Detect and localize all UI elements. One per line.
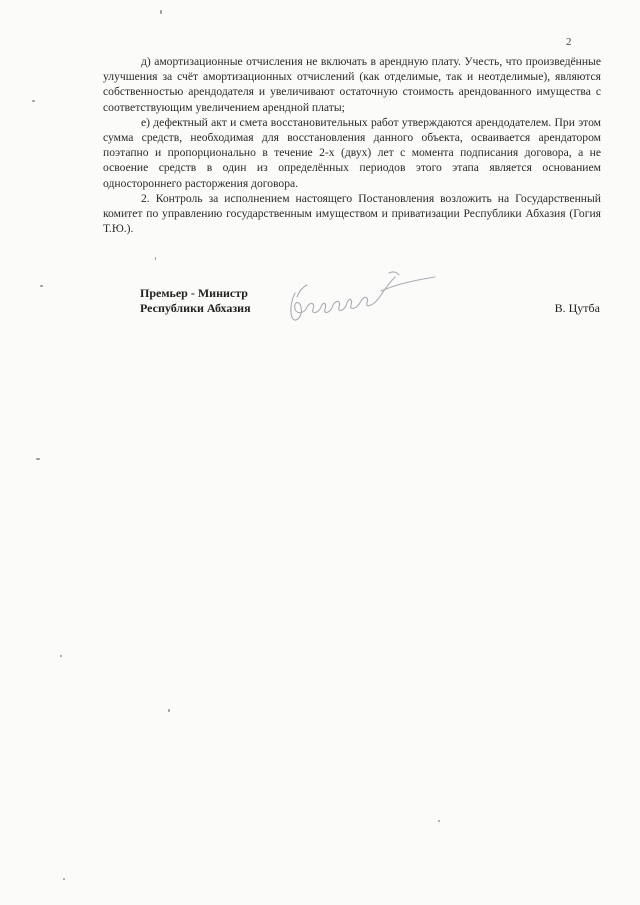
scan-speck	[40, 285, 43, 287]
paragraph-item-d: д) амортизационные отчисления не включать в арендную плату. Учесть, что произведённые улучшения за счёт амортизационных отчислений (как отделимые, так и неотделимые), являются собственностью арендодателя и увеличивают остаточную стоимость арендованного имущества с соответствующим увеличением арендной платы;	[103, 55, 601, 114]
scan-speck	[155, 257, 156, 260]
scan-speck	[32, 100, 35, 102]
scan-speck	[63, 878, 65, 880]
page-number: 2	[566, 36, 572, 48]
signer-name: В. Цутба	[554, 301, 600, 315]
scan-speck	[168, 709, 170, 712]
handwritten-signature	[285, 263, 445, 333]
signer-title	[140, 286, 251, 316]
signer-title-line1: Премьер - Министр	[140, 286, 248, 300]
paragraph-control-clause: 2. Контроль за исполнением настоящего Постановления возложить на Государственный комитет по управлению государственным имуществом и приватизации Республики Абхазия (Гогия Т.Ю.).	[103, 191, 601, 236]
document-body	[103, 54, 601, 236]
signer-title-line2: Республики Абхазия	[140, 301, 251, 315]
scan-speck	[160, 10, 162, 14]
scan-speck	[36, 458, 40, 460]
scan-speck	[60, 655, 62, 657]
paragraph-item-e: е) дефектный акт и смета восстановительных работ утверждаются арендодателем. При этом сумма средств, необходимая для восстановления данного объекта, осваивается арендатором поэтапно и пропорционально в течение 2-х (двух) лет с момента подписания договора, а не освоение средств в один из определённых периодов этого этапа является основанием одностороннего расторжения договора.	[103, 115, 601, 190]
scan-speck	[438, 820, 440, 822]
